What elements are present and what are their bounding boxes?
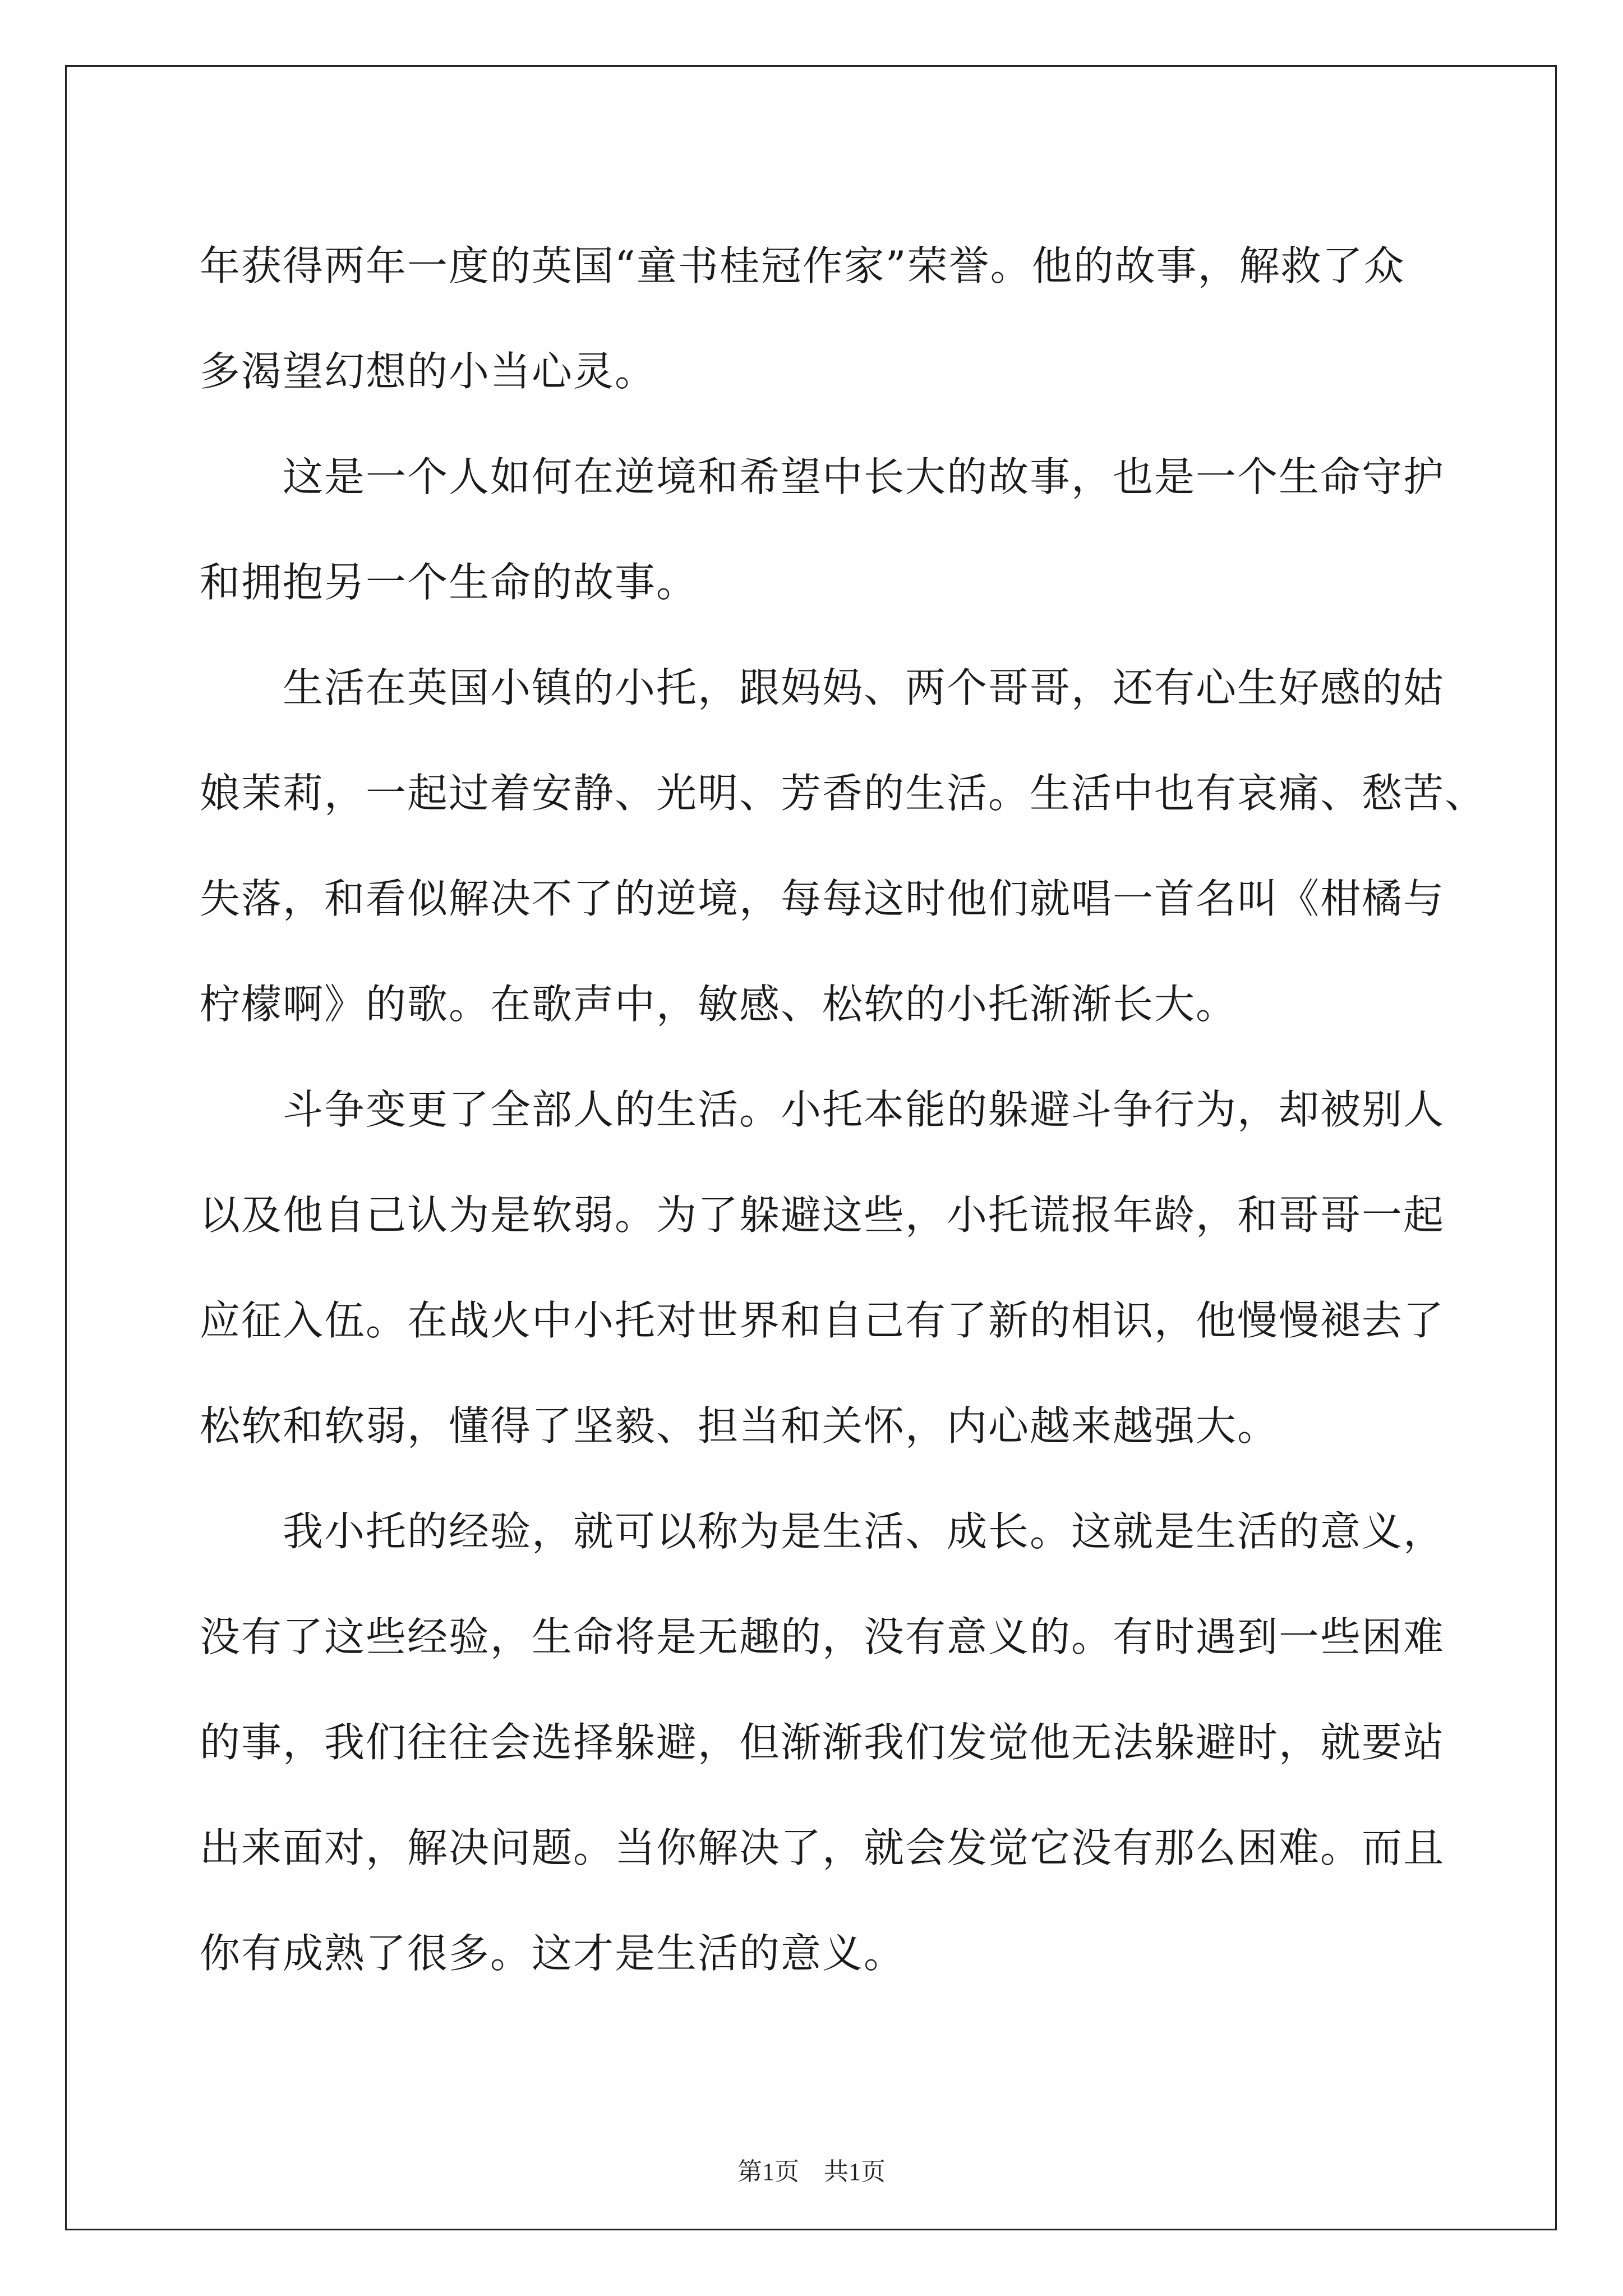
text-line: 以及他自己认为是软弱。为了躲避这些，小托谎报年龄，和哥哥一起 — [200, 1191, 1445, 1239]
paragraph-5 — [200, 1479, 1445, 2006]
text-line: 和拥抱另一个生命的故事。 — [200, 559, 698, 606]
text-line: 失落，和看似解决不了的逆境，每每这时他们就唱一首名叫《柑橘与 — [200, 875, 1445, 922]
text-line: 这是一个人如何在逆境和希望中长大的故事，也是一个生命守护 — [283, 453, 1445, 500]
text-line: 出来面对，解决问题。当你解决了，就会发觉它没有那么困难。而且 — [200, 1824, 1445, 1871]
document-body — [200, 213, 1487, 2006]
page-number-label: 第1页 共1页 — [737, 2158, 886, 2185]
text-line: 多渴望幻想的小当心灵。 — [200, 348, 657, 395]
text-line: 的事，我们往往会选择躲避，但渐渐我们发觉他无法躲避时，就要站 — [200, 1719, 1445, 1766]
paragraph-4 — [200, 1057, 1445, 1479]
paragraph-3 — [200, 635, 1487, 1057]
text-line: 我小托的经验，就可以称为是生活、成长。这就是生活的意义， — [283, 1508, 1445, 1555]
text-line: 娘茉莉，一起过着安静、光明、芳香的生活。生活中也有哀痛、愁苦、 — [200, 770, 1487, 817]
text-line: 生活在英国小镇的小托，跟妈妈、两个哥哥，还有心生好感的姑 — [283, 664, 1445, 711]
text-line: 应征入伍。在战火中小托对世界和自己有了新的相识，他慢慢褪去了 — [200, 1297, 1445, 1344]
text-line: 斗争变更了全部人的生活。小托本能的躲避斗争行为，却被别人 — [283, 1086, 1445, 1133]
text-line: 没有了这些经验，生命将是无趣的，没有意义的。有时遇到一些困难 — [200, 1613, 1445, 1660]
paragraph-2 — [200, 424, 1445, 635]
text-line: 年获得两年一度的英国“童书桂冠作家”荣誉。他的故事，解救了众 — [200, 242, 1405, 289]
page-footer — [0, 2151, 1623, 2187]
text-line: 柠檬啊》的歌。在歌声中，敏感、松软的小托渐渐长大。 — [200, 981, 1238, 1028]
paragraph-1 — [200, 213, 1433, 424]
text-line: 松软和软弱，懂得了坚毅、担当和关怀，内心越来越强大。 — [200, 1402, 1279, 1450]
text-line: 你有成熟了很多。这才是生活的意义。 — [200, 1930, 906, 1977]
